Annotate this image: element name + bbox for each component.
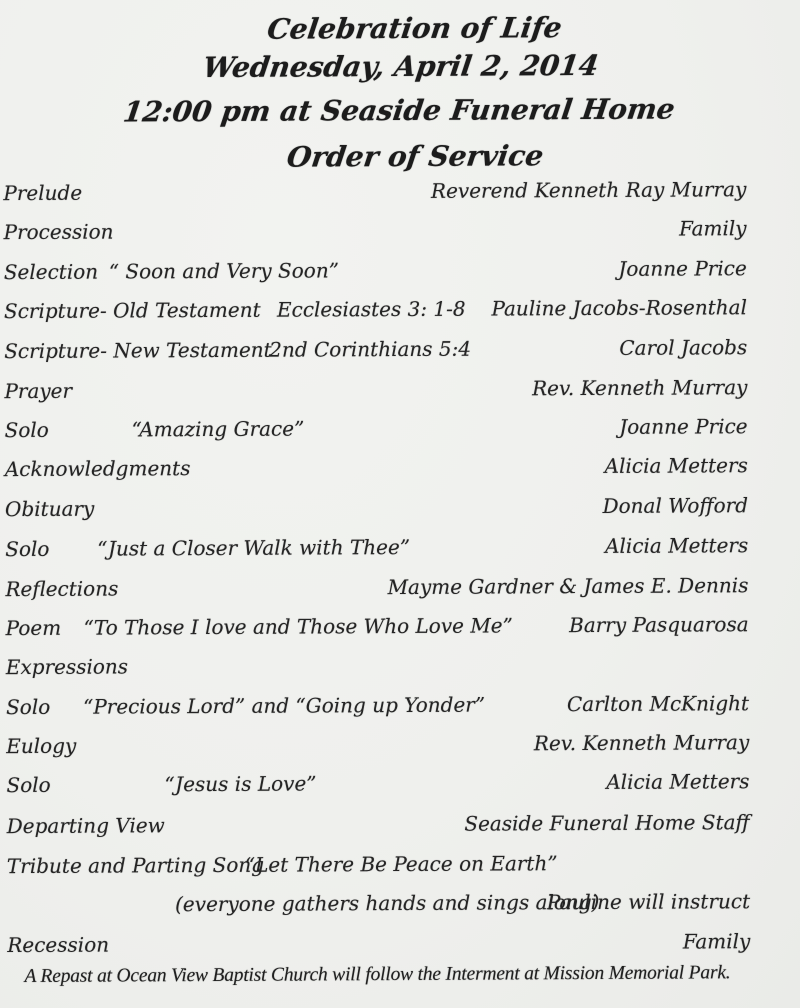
repast-interment-note: A Repast at Ocean View Baptist Church will follow the Interment at Mission Memorial Park. <box>24 962 731 987</box>
program-row <box>5 572 748 602</box>
program-item-label: Recession <box>7 932 110 958</box>
program-row <box>6 729 749 759</box>
program-person: Seaside Funeral Home Staff <box>464 810 750 836</box>
order-of-service-heading: Order of Service <box>284 139 546 174</box>
program-item-label: Eulogy <box>6 733 77 759</box>
program-row <box>7 888 750 918</box>
title-line: Celebration of Life <box>265 11 564 46</box>
program-row <box>5 452 748 482</box>
program-row <box>6 611 749 641</box>
program-detail: “To Those I love and Those Who Love Me” <box>83 613 513 640</box>
program-person: Mayme Gardner & James E. Dennis <box>387 573 749 600</box>
program-item-label: Solo <box>5 694 51 720</box>
program-item-label: Prelude <box>3 180 83 206</box>
program-person: Rev. Kenneth Murray <box>531 375 748 401</box>
program-row <box>6 650 749 680</box>
program-person: Carol Jacobs <box>619 335 748 360</box>
program-row <box>5 413 748 443</box>
program-person: Donal Wofford <box>602 493 749 518</box>
program-row <box>4 374 747 404</box>
program-item-label: Expressions <box>5 654 129 680</box>
program-detail: “Precious Lord” and “Going up Yonder” <box>82 692 486 719</box>
program-person: Pauline will instruct <box>546 889 751 915</box>
program-row <box>4 215 747 245</box>
program-item-label: Acknowledgments <box>4 456 191 482</box>
program-item-label: Departing View <box>6 813 165 839</box>
program-detail: “ Soon and Very Soon” <box>108 258 339 284</box>
program-row <box>6 768 749 798</box>
program-item-label: Obituary <box>4 496 95 522</box>
program-detail: “Jesus is Love” <box>164 771 317 797</box>
program-item-label: Scripture- Old Testament <box>3 297 261 324</box>
program-person: Family <box>678 216 747 241</box>
program-row <box>5 532 748 562</box>
program-detail: (everyone gathers hands and sings along) <box>175 889 600 917</box>
program-person: Rev. Kenneth Murray <box>533 730 750 756</box>
program-item-label: Tribute and Parting Song <box>6 852 265 879</box>
program-row <box>6 690 749 720</box>
program-row <box>4 294 747 324</box>
program-detail: Ecclesiastes 3: 1-8 <box>276 296 466 322</box>
program-item-label: Solo <box>4 417 49 443</box>
date-line: Wednesday, April 2, 2014 <box>200 48 601 85</box>
program-item-label: Reflections <box>5 576 119 602</box>
program-person: Joanne Price <box>618 256 747 281</box>
program-row <box>4 334 747 364</box>
program-person: Family <box>682 929 751 954</box>
program-person: Joanne Price <box>619 414 748 439</box>
program-item-label: Selection <box>3 259 99 285</box>
program-person: Reverend Kenneth Ray Murray <box>430 177 747 203</box>
program-row <box>7 809 750 839</box>
program-item-label: Scripture- New Testament <box>4 337 272 364</box>
program-item-label: Solo <box>6 772 51 798</box>
time-location-line: 12:00 pm at Seaside Funeral Home <box>121 92 677 129</box>
program-person: Pauline Jacobs-Rosenthal <box>491 295 748 321</box>
program-person: Barry Pasquarosa <box>569 612 749 638</box>
program-row <box>7 928 750 958</box>
program-row <box>7 849 750 879</box>
program-row <box>3 176 746 206</box>
program-row <box>5 492 748 522</box>
program-person: Alicia Metters <box>606 769 750 794</box>
program-item-label: Procession <box>3 219 114 245</box>
program-item-label: Poem <box>5 615 62 641</box>
program-item-label: Solo <box>5 536 50 562</box>
program-detail: “Just a Closer Walk with Thee” <box>97 534 411 561</box>
program-person: Carlton McKnight <box>566 691 750 717</box>
program-detail: 2nd Corinthians 5:4 <box>269 336 472 362</box>
program-person: Alicia Metters <box>604 533 749 558</box>
program-person: Alicia Metters <box>604 453 748 478</box>
program-row <box>4 255 747 285</box>
program-detail: “Let There Be Peace on Earth” <box>244 851 558 877</box>
program-detail: “Amazing Grace” <box>131 416 305 442</box>
program-item-label: Prayer <box>4 378 73 404</box>
